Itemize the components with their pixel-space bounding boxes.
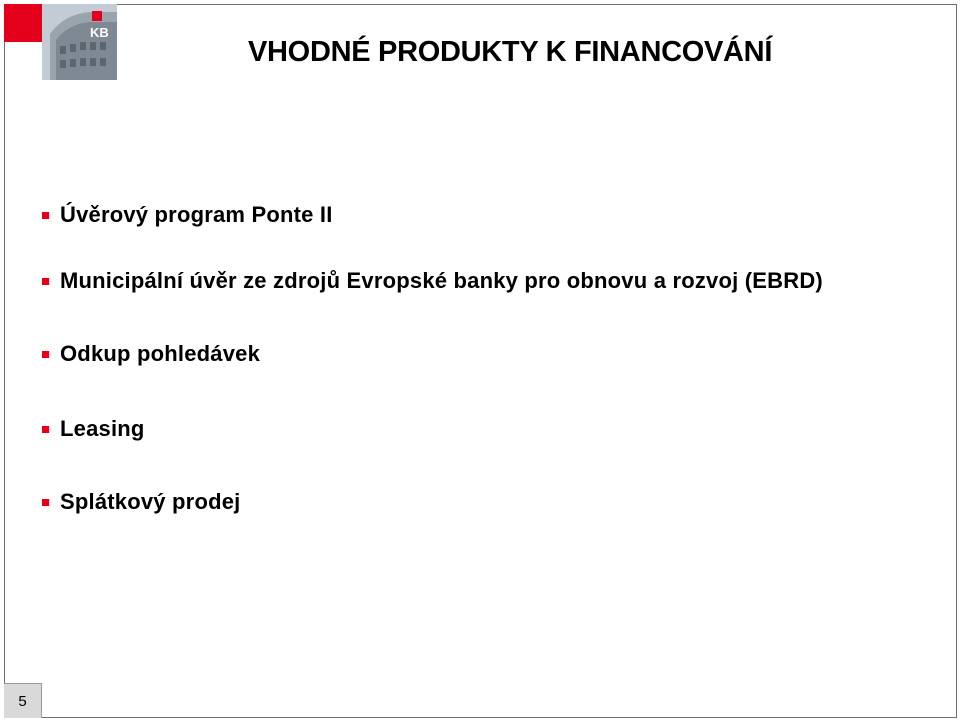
brand-red-square: [4, 4, 42, 42]
bullet-square-icon: [42, 426, 49, 433]
logo-text: KB: [90, 25, 109, 40]
bullet-item: [42, 268, 823, 294]
bullet-item: [42, 489, 240, 515]
kb-building-logo-image: [42, 4, 117, 80]
bullet-text: Municipální úvěr ze zdrojů Evropské banky pro obnovu a rozvoj (EBRD): [60, 268, 823, 293]
bullet-square-icon: [42, 351, 49, 358]
bullet-text: Odkup pohledávek: [60, 341, 261, 366]
building-icon: [42, 4, 117, 80]
slide-title: VHODNÉ PRODUKTY K FINANCOVÁNÍ: [248, 36, 773, 68]
bullet-text: Úvěrový program Ponte II: [60, 202, 333, 227]
bullet-text: Leasing: [60, 416, 145, 441]
bullet-item: [42, 341, 260, 367]
page-number-box: [4, 683, 42, 718]
bullet-square-icon: [42, 212, 49, 219]
bullet-item: [42, 202, 333, 228]
bullet-square-icon: [42, 278, 49, 285]
kb-red-mark: [92, 11, 102, 21]
bullet-square-icon: [42, 499, 49, 506]
bullet-item: [42, 416, 145, 442]
page-number: 5: [18, 692, 27, 710]
bullet-text: Splátkový prodej: [60, 489, 241, 514]
